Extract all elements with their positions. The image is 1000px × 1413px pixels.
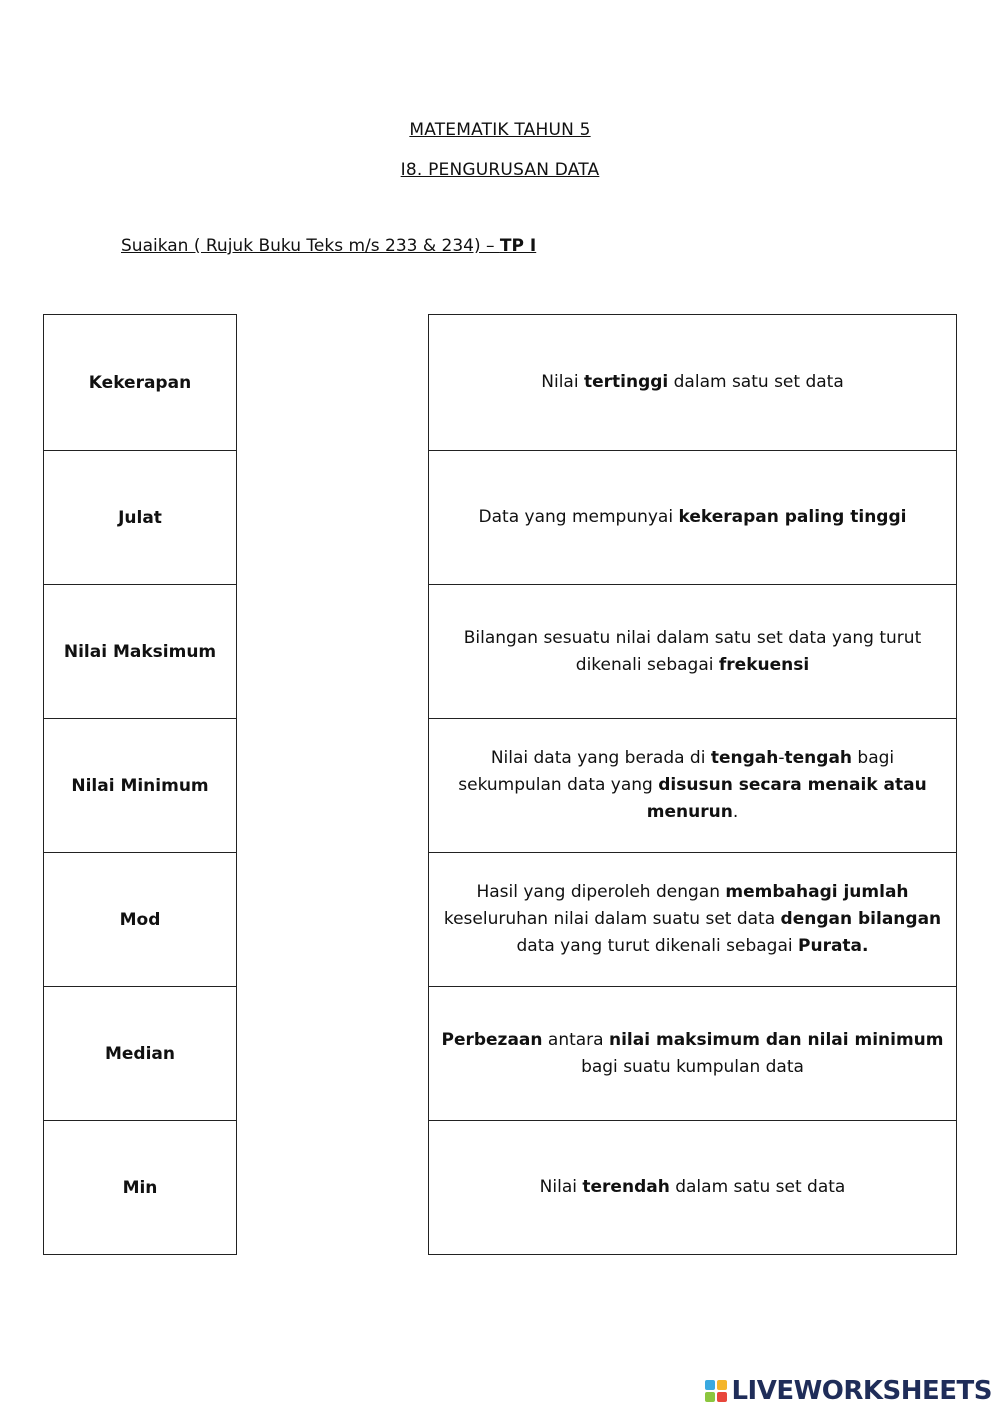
term-box[interactable]: Nilai Maksimum <box>44 584 236 718</box>
definition-text: Hasil yang diperoleh dengan membahagi jumlah keseluruhan nilai dalam suatu set data dengan bilangan data yang turut dikenali sebagai Purata. <box>443 882 942 956</box>
logo-square <box>705 1392 715 1402</box>
definition-box[interactable] <box>429 1120 956 1254</box>
liveworksheets-logo <box>705 1376 992 1406</box>
topic-title: I8. PENGURUSAN DATA <box>400 160 600 180</box>
definition-box[interactable] <box>429 584 956 718</box>
instruction-text: Suaikan ( Rujuk Buku Teks m/s 233 & 234) – <box>121 236 500 256</box>
term-box[interactable]: Min <box>44 1120 236 1254</box>
term-box[interactable]: Median <box>44 986 236 1120</box>
logo-square <box>705 1380 715 1390</box>
definition-box[interactable] <box>429 852 956 986</box>
logo-square <box>717 1380 727 1390</box>
definition-text: Nilai terendah dalam satu set data <box>539 1177 846 1197</box>
definitions-column <box>428 314 957 1255</box>
definition-text: Bilangan sesuatu nilai dalam satu set data yang turut dikenali sebagai frekuensi <box>463 627 922 675</box>
instruction <box>121 236 536 256</box>
term-box[interactable]: Mod <box>44 852 236 986</box>
term-box[interactable]: Kekerapan <box>88 372 192 393</box>
logo-icon <box>705 1380 727 1402</box>
definition-text: Nilai data yang berada di tengah-tengah bagi sekumpulan data yang disusun secara menaik atau menurun. <box>458 748 927 822</box>
logo-square <box>717 1392 727 1402</box>
instruction-level: TP I <box>499 236 537 256</box>
definition-box[interactable] <box>429 450 956 584</box>
definition-text: Perbezaan antara nilai maksimum dan nilai minimum bagi suatu kumpulan data <box>441 1029 944 1077</box>
logo-text: LIVEWORKSHEETS <box>731 1376 992 1406</box>
definition-text: Nilai tertinggi dalam satu set data <box>541 372 844 392</box>
definition-box[interactable] <box>429 986 956 1120</box>
worksheet-title: MATEMATIK TAHUN 5 <box>409 120 591 140</box>
term-box[interactable]: Julat <box>44 450 236 584</box>
definition-box[interactable] <box>429 718 956 852</box>
terms-column <box>43 314 237 1255</box>
term-box[interactable]: Nilai Minimum <box>44 718 236 852</box>
definition-box[interactable] <box>429 315 956 450</box>
definition-text: Data yang mempunyai kekerapan paling tinggi <box>478 507 907 527</box>
